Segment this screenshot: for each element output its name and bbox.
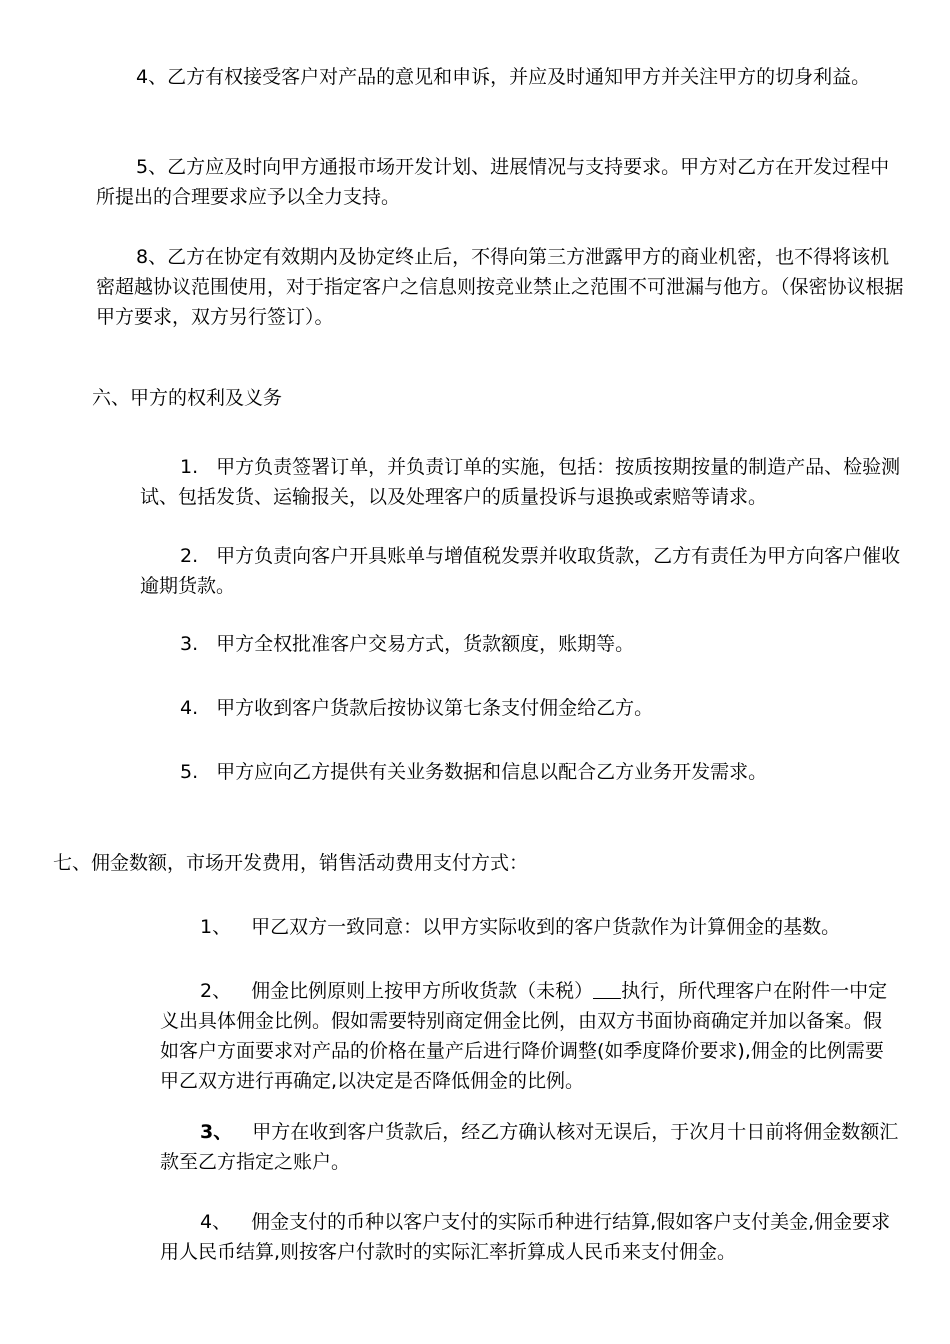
clause-text: 甲方全权批准客户交易方式，货款额度，账期等。 <box>216 633 635 655</box>
clause-7-4 <box>160 1207 900 1267</box>
clause-text-b: 执行，所代理客户在附件一中定义出具体佣金比例。假如需要特别商定佣金比例，由双方书面协商确定并加以备案。假如客户方面要求对产品的价格在量产后进行降价调整(如季度降价要求),佣金的比例需要甲乙双方进行再确定,以决定是否降低佣金的比例。 <box>160 980 888 1092</box>
clause-text: 甲方收到客户货款后按协议第七条支付佣金给乙方。 <box>216 697 654 719</box>
section-7-heading: 七、佣金数额，市场开发费用，销售活动费用支付方式： <box>53 852 529 874</box>
clause-5-8: 8、乙方在协定有效期内及协定终止后，不得向第三方泄露甲方的商业机密，也不得将该机密超越协议范围使用，对于指定客户之信息则按竞业禁止之范围不可泄漏与他方。（保密协议根据甲方要求，双方另行签订）。 <box>96 246 904 328</box>
clause-text: 甲乙双方一致同意：以甲方实际收到的客户货款作为计算佣金的基数。 <box>251 916 841 938</box>
clause-7-3 <box>160 1117 900 1177</box>
clause-6-3 <box>140 629 904 659</box>
blank-rate-field <box>593 978 621 999</box>
clause-text: 甲方应向乙方提供有关业务数据和信息以配合乙方业务开发需求。 <box>216 761 768 783</box>
clause-7-1 <box>160 912 900 942</box>
clause-6-4 <box>140 693 904 723</box>
clause-number: 2、 <box>200 980 232 1002</box>
clause-5-4: 4、乙方有权接受客户对产品的意见和申诉，并应及时通知甲方并关注甲方的切身利益。 <box>136 66 871 88</box>
clause-6-2 <box>140 541 904 601</box>
clause-number: 1. <box>180 456 199 478</box>
clause-number: 1、 <box>200 916 232 938</box>
clause-text: 佣金支付的币种以客户支付的实际币种进行结算,假如客户支付美金,佣金要求用人民币结算,则按客户付款时的实际汇率折算成人民币来支付佣金。 <box>160 1211 891 1263</box>
clause-text: 甲方负责签署订单，并负责订单的实施，包括：按质按期按量的制造产品、检验测试、包括发货、运输报关，以及处理客户的质量投诉与退换或索赔等请求。 <box>140 456 901 508</box>
clause-6-1 <box>140 452 904 512</box>
clause-text: 甲方在收到客户货款后，经乙方确认核对无误后，于次月十日前将佣金数额汇款至乙方指定之账户。 <box>160 1121 899 1173</box>
clause-number: 3、 <box>200 1121 233 1143</box>
clause-6-5 <box>140 757 904 787</box>
clause-number: 3. <box>180 633 199 655</box>
clause-text-a: 佣金比例原则上按甲方所收货款（未税） <box>251 980 594 1002</box>
clause-7-2 <box>160 976 900 1096</box>
clause-number: 2. <box>180 545 199 567</box>
clause-number: 4. <box>180 697 199 719</box>
clause-5-5: 5、乙方应及时向甲方通报市场开发计划、进展情况与支持要求。甲方对乙方在开发过程中所提出的合理要求应予以全力支持。 <box>96 156 890 208</box>
clause-number: 4、 <box>200 1211 232 1233</box>
section-6-heading: 六、甲方的权利及义务 <box>92 387 283 409</box>
clause-number: 5. <box>180 761 199 783</box>
clause-text: 甲方负责向客户开具账单与增值税发票并收取货款，乙方有责任为甲方向客户催收逾期货款。 <box>140 545 901 597</box>
